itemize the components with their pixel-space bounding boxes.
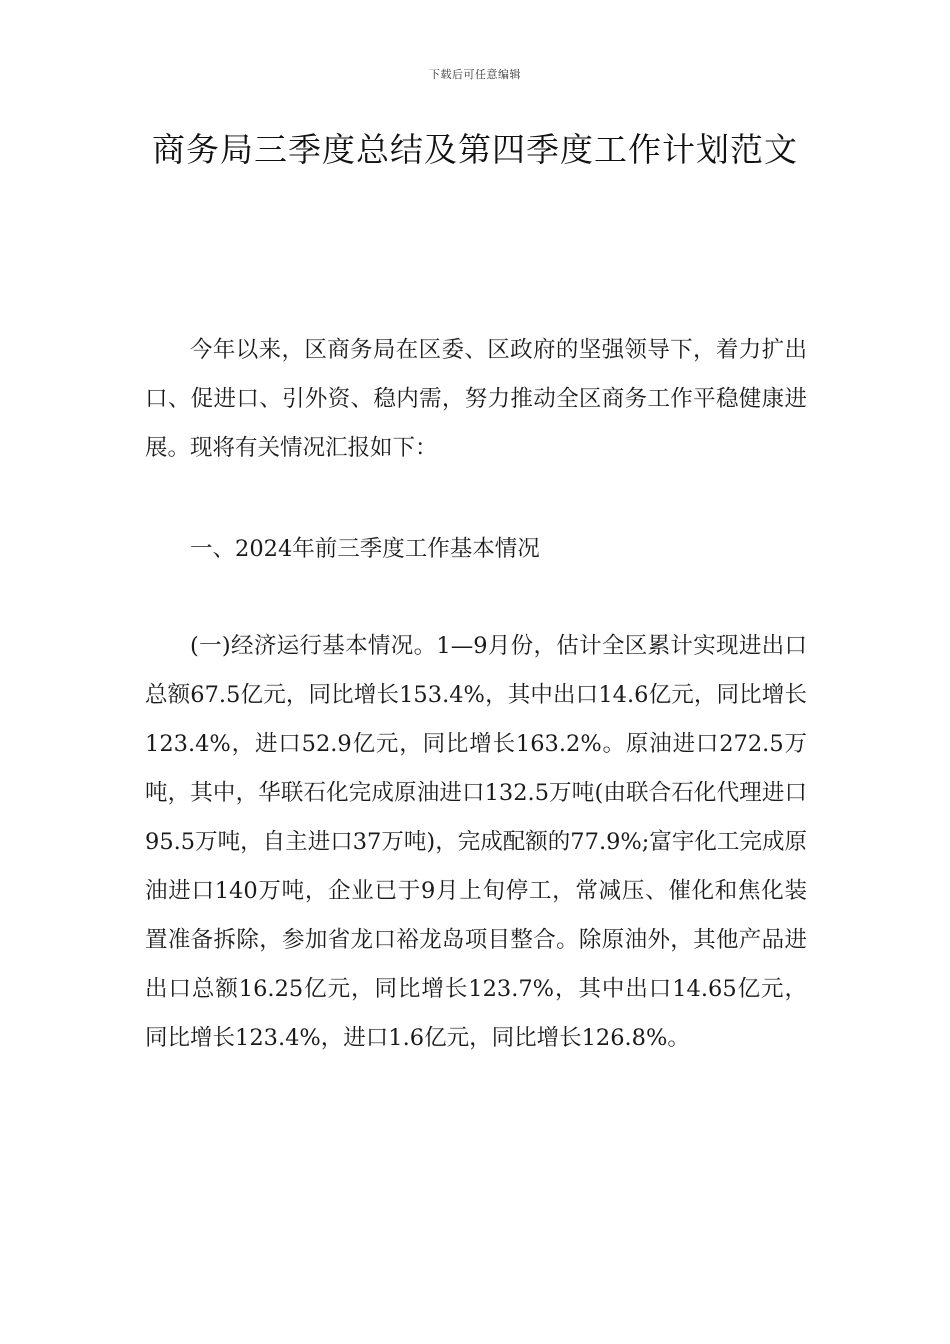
section-heading: 一、2024年前三季度工作基本情况: [190, 536, 540, 562]
intro-paragraph: 今年以来，区商务局在区委、区政府的坚强领导下，着力扩出口、促进口、引外资、稳内需，努力推动全区商务工作平稳健康进展。现将有关情况汇报如下：: [145, 337, 807, 461]
header-note: 下载后可任意编辑: [429, 68, 521, 81]
document-title: 商务局三季度总结及第四季度工作计划范文: [152, 130, 798, 169]
section-paragraph: (一)经济运行基本情况。1—9月份，估计全区累计实现进出口总额67.5亿元，同比增长153.4%，其中出口14.6亿元，同比增长123.4%，进口52.9亿元，同比增长163.2%。原油进口272.5万吨，其中，华联石化完成原油进口132.5万吨(由联合石化代理进口95.5万吨，自主进口37万吨)，完成配额的77.9%;富宇化工完成原油进口140万吨，企业已于9月上旬停工，常减压、催化和焦化装置准备拆除，参加省龙口裕龙岛项目整合。除原油外，其他产品进出口总额16.25亿元，同比增长123.7%，其中出口14.65亿元，同比增长123.4%，进口1.6亿元，同比增长126.8%。: [145, 633, 807, 1051]
